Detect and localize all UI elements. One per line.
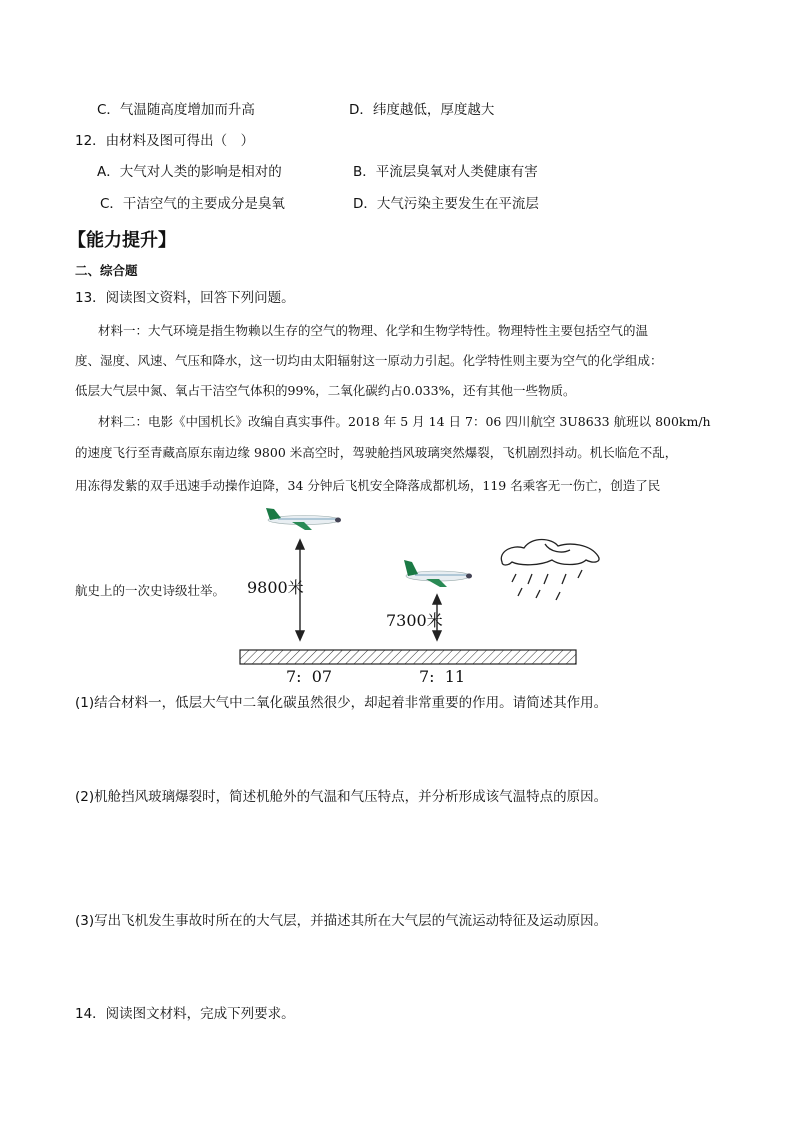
section-label: 二、综合题 xyxy=(75,263,138,278)
altitude-label-7300: 7300米 xyxy=(386,611,443,630)
altitude-label-9800: 9800米 xyxy=(247,578,304,597)
material1-line-1: 材料一：大气环境是指生物赖以生存的空气的物理、化学和生物学特性。物理特性主要包括空气的温 xyxy=(98,323,649,338)
airplane-icon xyxy=(266,508,341,530)
flight-diagram xyxy=(0,500,794,700)
q12-option-d: D．大气污染主要发生在平流层 xyxy=(353,196,539,212)
q11-option-c: C．气温随高度增加而升高 xyxy=(97,102,255,118)
q13-sub-2: (2)机舱挡风玻璃爆裂时，简述机舱外的气温和气压特点，并分析形成该气温特点的原因。 xyxy=(75,789,608,805)
airplane-icon xyxy=(404,560,472,587)
rain-cloud-icon xyxy=(501,540,599,601)
material1-line-2: 度、湿度、风速、气压和降水，这一切均由太阳辐射这一原动力引起。化学特性则主要为空气的化学组成： xyxy=(75,353,663,368)
time-label-1: 7: 07 xyxy=(286,667,333,686)
material2-line-1: 材料二：电影《中国机长》改编自真实事件。2018 年 5 月 14 日 7：06 四川航空 3U8633 航班以 800km/h xyxy=(98,414,711,429)
q12-option-b: B．平流层臭氧对人类健康有害 xyxy=(353,164,538,180)
section-heading: 【能力提升】 xyxy=(68,230,176,251)
material2-line-3: 用冻得发紫的双手迅速手动操作迫降，34 分钟后飞机安全降落成都机场，119 名乘客无一伤亡，创造了民 xyxy=(75,478,661,493)
q11-option-d: D．纬度越低，厚度越大 xyxy=(349,102,495,118)
time-label-2: 7: 11 xyxy=(419,667,466,686)
q13-sub-1: (1)结合材料一，低层大气中二氧化碳虽然很少，却起着非常重要的作用。请简述其作用。 xyxy=(75,695,608,711)
material2-line-4: 航史上的一次史诗级壮举。 xyxy=(75,583,226,598)
q12-stem: 12．由材料及图可得出（ ） xyxy=(75,133,255,149)
q13-stem: 13．阅读图文资料，回答下列问题。 xyxy=(75,290,295,306)
material2-line-2: 的速度飞行至青藏高原东南边缘 9800 米高空时，驾驶舱挡风玻璃突然爆裂，飞机剧烈抖动。机长临危不乱， xyxy=(75,445,678,460)
q13-sub-3: (3)写出飞机发生事故时所在的大气层，并描述其所在大气层的气流运动特征及运动原因。 xyxy=(75,913,608,929)
q12-option-a: A．大气对人类的影响是相对的 xyxy=(97,164,282,180)
q12-option-c: C．干洁空气的主要成分是臭氧 xyxy=(100,196,285,212)
q14-stem: 14．阅读图文材料，完成下列要求。 xyxy=(75,1006,295,1022)
material1-line-3: 低层大气层中氮、氧占干洁空气体积的99%，二氧化碳约占0.033%，还有其他一些物质。 xyxy=(75,383,576,398)
ground-bar xyxy=(240,650,576,664)
